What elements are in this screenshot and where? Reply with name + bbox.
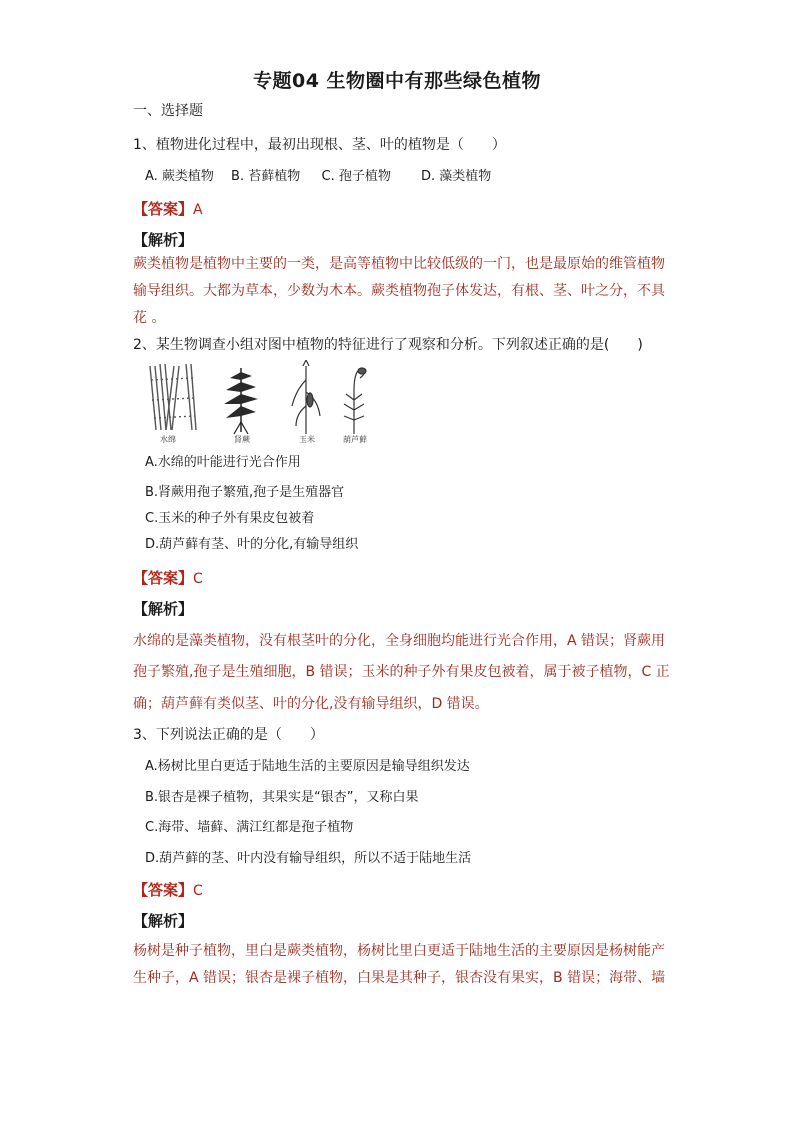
q2-analysis-line: 水绵的是藻类植物，没有根茎叶的分化，全身细胞均能进行光合作用，A 错误；肾蕨用 bbox=[133, 633, 666, 649]
q1-analysis-line: 花 。 bbox=[133, 310, 166, 326]
figure-label: 葫芦藓 bbox=[343, 435, 367, 444]
q3-option-c: C.海带、墙藓、满江红都是孢子植物 bbox=[145, 820, 354, 835]
q1-analysis-line: 蕨类植物是植物中主要的一类，是高等植物中比较低级的一门，也是最原始的维管植物 bbox=[133, 256, 665, 272]
answer-label: 【答案】 bbox=[133, 200, 194, 218]
q3-answer bbox=[133, 880, 203, 901]
section-heading: 一、选择题 bbox=[133, 103, 203, 119]
corn-illustration bbox=[292, 360, 320, 434]
q2-option-b: B.肾蕨用孢子繁殖,孢子是生殖器官 bbox=[145, 485, 345, 500]
plants-figure bbox=[146, 360, 386, 446]
q2-analysis-line: 确；葫芦藓有类似茎、叶的分化,没有输导组织，D 错误。 bbox=[133, 696, 489, 712]
q3-analysis-line: 生种子，A 错误；银杏是裸子植物，白果是其种子，银杏没有果实，B 错误；海带、墙 bbox=[133, 970, 666, 986]
q1-analysis-label: 【解析】 bbox=[133, 231, 194, 249]
answer-label: 【答案】 bbox=[133, 881, 194, 899]
answer-value: C bbox=[193, 883, 203, 899]
q2-analysis-label: 【解析】 bbox=[133, 600, 194, 618]
fern-illustration bbox=[224, 368, 258, 434]
moss-illustration bbox=[344, 368, 366, 434]
q2-answer bbox=[133, 568, 203, 589]
q2-option-d: D.葫芦藓有茎、叶的分化,有输导组织 bbox=[145, 537, 359, 552]
q2-analysis-line: 孢子繁殖,孢子是生殖细胞，B 错误；玉米的种子外有果皮包被着，属于被子植物，C 正 bbox=[133, 664, 670, 680]
q1-analysis-line: 输导组织。大都为草本，少数为木本。蕨类植物孢子体发达，有根、茎、叶之分，不具 bbox=[133, 283, 665, 299]
q3-analysis-label: 【解析】 bbox=[133, 912, 194, 930]
q2-option-a: A.水绵的叶能进行光合作用 bbox=[145, 455, 301, 470]
q2-option-c: C.玉米的种子外有果皮包被着 bbox=[145, 511, 315, 526]
q3-option-d: D.葫芦藓的茎、叶内没有输导组织，所以不适于陆地生活 bbox=[145, 851, 472, 866]
figure-label: 肾蕨 bbox=[234, 435, 250, 444]
q2-stem: 2、某生物调查小组对图中植物的特征进行了观察和分析。下列叙述正确的是( ) bbox=[133, 337, 643, 353]
q3-stem: 3、下列说法正确的是（ ） bbox=[133, 727, 324, 743]
figure-label: 水绵 bbox=[160, 435, 176, 444]
q3-option-b: B.银杏是裸子植物，其果实是“银杏”，又称白果 bbox=[145, 790, 419, 805]
q1-options: A. 蕨类植物 B. 苔藓植物 C. 孢子植物 D. 藻类植物 bbox=[145, 169, 492, 184]
answer-label: 【答案】 bbox=[133, 569, 194, 587]
page-title: 专题04 生物圈中有那些绿色植物 bbox=[252, 70, 542, 92]
spirogyra-illustration bbox=[150, 364, 196, 430]
q3-analysis-line: 杨树是种子植物，里白是蕨类植物，杨树比里白更适于陆地生活的主要原因是杨树能产 bbox=[133, 943, 665, 959]
answer-value: C bbox=[193, 571, 203, 587]
q1-stem: 1、植物进化过程中，最初出现根、茎、叶的植物是（ ） bbox=[133, 137, 506, 153]
answer-value: A bbox=[193, 202, 203, 218]
q3-option-a: A.杨树比里白更适于陆地生活的主要原因是输导组织发达 bbox=[145, 759, 470, 774]
q1-answer bbox=[133, 199, 203, 220]
figure-label: 玉米 bbox=[299, 435, 315, 444]
